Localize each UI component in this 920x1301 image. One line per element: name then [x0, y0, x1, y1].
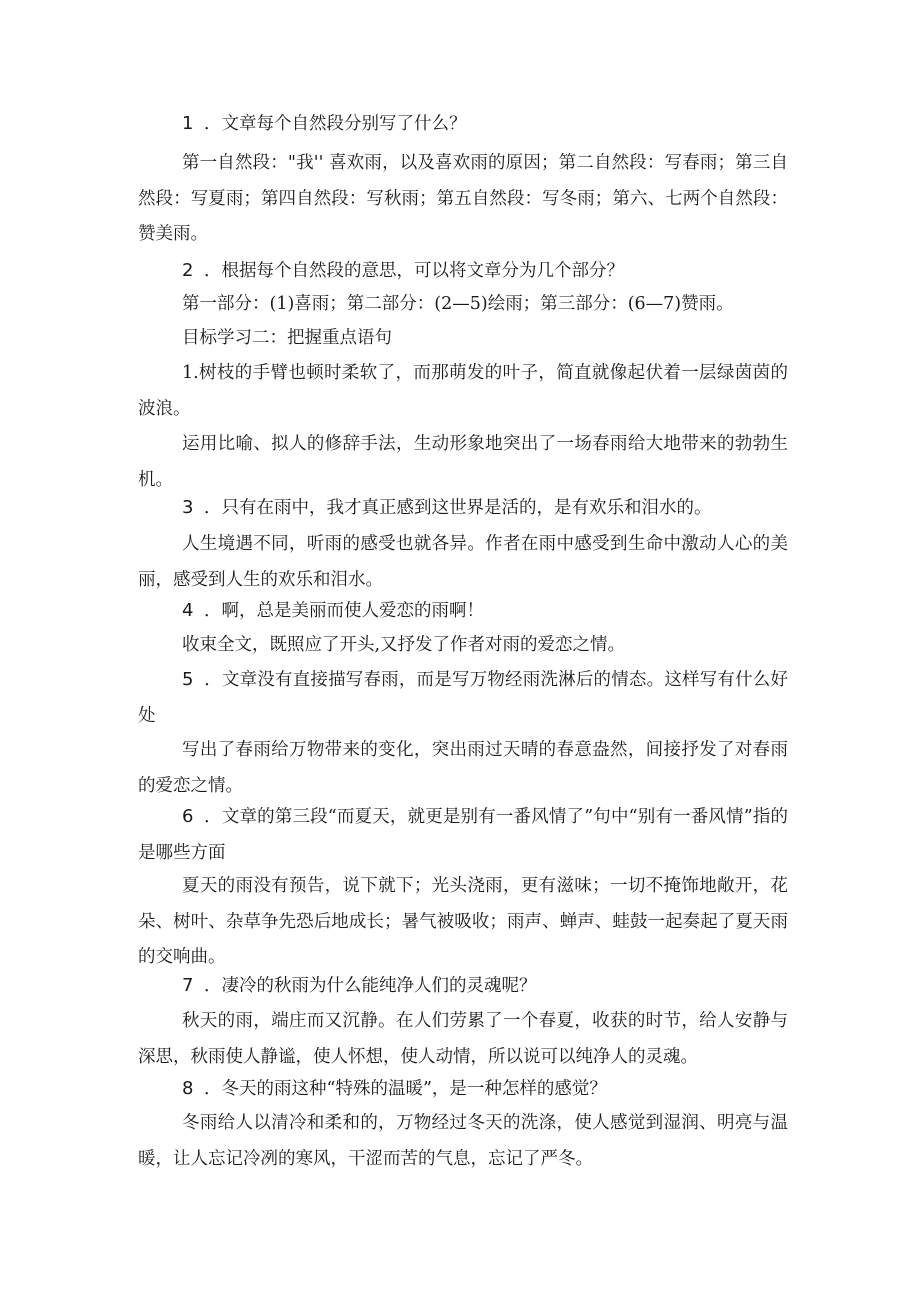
answer-7: 秋天的雨，端庄而又沉静。在人们劳累了一个春夏，收获的时节，给人安静与深思，秋雨使人静谧，使人怀想，使人动情，所以说可以纯净人的灵魂。 [138, 1011, 788, 1067]
question-text: ．文章每个自然段分别写了什么？ [204, 114, 467, 134]
question-2 [138, 253, 842, 290]
answer-5: 写出了春雨给万物带来的变化，突出雨过天晴的春意盎然，间接抒发了对春雨的爱恋之情。 [138, 740, 788, 796]
question-text: ．冬天的雨这种“特殊的温暖”，是一种怎样的感觉？ [204, 1079, 607, 1099]
question-7 [138, 968, 842, 1005]
answer-8: 冬雨给人以清冷和柔和的，万物经过冬天的洗涤，使人感觉到湿润、明亮与温暖，让人忘记冷冽的寒风，干涩而苦的气息，忘记了严冬。 [138, 1113, 788, 1169]
question-text: ．文章没有直接描写春雨，而是写万物经雨洗淋后的情态。这样写有什么好处 [138, 670, 788, 726]
question-number: 5 [182, 669, 194, 690]
question-number: 6 [182, 806, 194, 827]
answer-2: 第一部分：(1)喜雨；第二部分：(2—5)绘雨；第三部分：(6—7)赞雨。 [182, 294, 734, 314]
question-number: 7 [182, 975, 194, 996]
answer-6: 夏天的雨没有预告，说下就下；光头浇雨，更有滋味；一切不掩饰地敞开，花朵、树叶、杂草争先恐后地成长；暑气被吸收；雨声、蝉声、蛙鼓一起奏起了夏天雨的交响曲。 [138, 876, 788, 967]
key-sentence-1-analysis: 运用比喻、拟人的修辞手法，生动形象地突出了一场春雨给大地带来的勃勃生机。 [138, 434, 788, 490]
question-1 [138, 106, 842, 143]
key-sentence-1: 1.树枝的手臂也顿时柔软了，而那萌发的叶子，简直就像起伏着一层绿茵茵的波浪。 [138, 363, 788, 419]
question-4 [138, 593, 842, 630]
question-number: 2 [182, 260, 194, 281]
question-3 [138, 490, 842, 527]
section-heading: 目标学习二：把握重点语句 [182, 328, 392, 348]
question-text: ．啊，总是美丽而使人爱恋的雨啊！ [204, 601, 484, 621]
question-number: 8 [182, 1078, 194, 1099]
question-text: ．只有在雨中，我才真正感到这世界是活的，是有欢乐和泪水的。 [204, 498, 712, 518]
question-number: 1 [182, 113, 194, 134]
question-text: ．凄冷的秋雨为什么能纯净人们的灵魂呢？ [204, 976, 537, 996]
question-text: ．根据每个自然段的意思，可以将文章分为几个部分？ [204, 261, 624, 281]
question-8 [138, 1071, 842, 1108]
question-number: 3 [182, 497, 194, 518]
answer-4: 收束全文，既照应了开头,又抒发了作者对雨的爱恋之情。 [182, 635, 626, 655]
answer-3: 人生境遇不同，听雨的感受也就各异。作者在雨中感受到生命中激动人心的美丽，感受到人生的欢乐和泪水。 [138, 534, 788, 590]
question-6 [138, 799, 788, 871]
question-text: ．文章的第三段“而夏天，就更是别有一番风情了”句中“别有一番风情”指的是哪些方面 [138, 807, 788, 863]
question-5 [138, 662, 788, 734]
answer-1: 第一自然段："我'' 喜欢雨，以及喜欢雨的原因；第二自然段：写春雨；第三自然段：写夏雨；第四自然段：写秋雨；第五自然段：写冬雨；第六、七两个自然段：赞美雨。 [138, 153, 788, 244]
question-number: 4 [182, 600, 194, 621]
